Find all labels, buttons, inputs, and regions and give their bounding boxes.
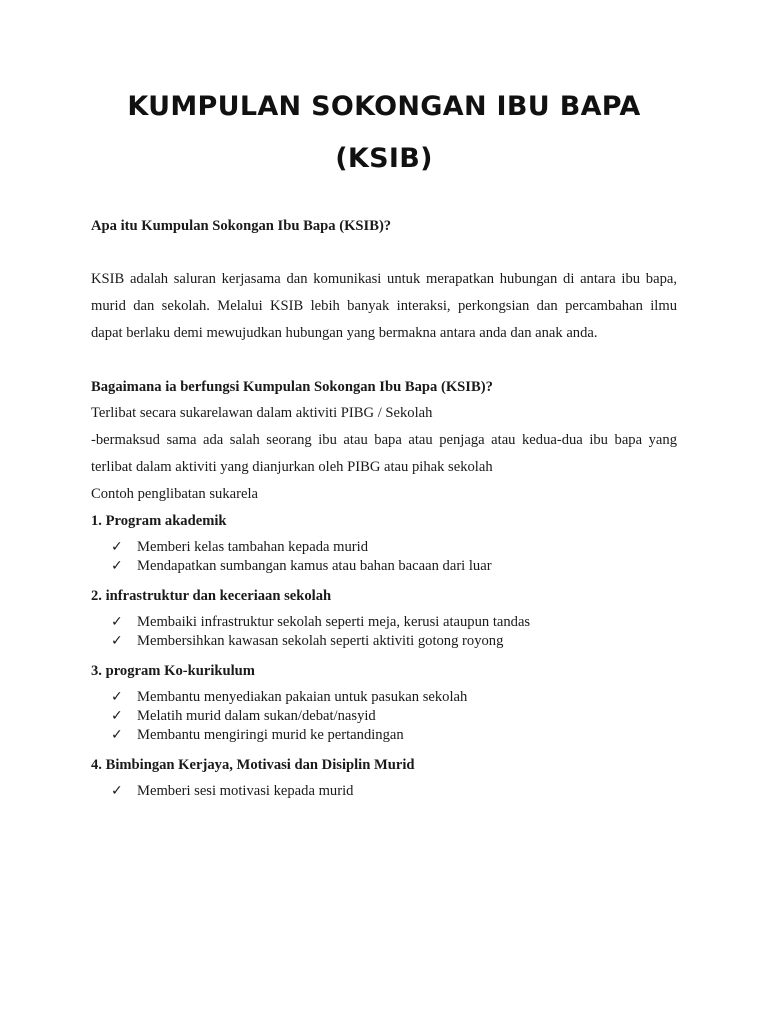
check-mark-icon: ✓ (111, 783, 123, 799)
function-line-2a: -bermaksud sama ada salah seorang ibu atau bapa atau penjaga atau kedua-dua ibu bapa yang (91, 432, 677, 448)
section-3-list (111, 689, 467, 746)
section-2-list (111, 614, 530, 652)
function-line-1: Terlibat secara sukarelawan dalam aktiviti PIBG / Sekolah (91, 405, 433, 421)
section-4-list (111, 783, 353, 802)
list-item-text: Membersihkan kawasan sekolah seperti aktiviti gotong royong (137, 633, 504, 649)
intro-question: Apa itu Kumpulan Sokongan Ibu Bapa (KSIB)? (91, 218, 392, 234)
list-item (111, 614, 530, 633)
intro-paragraph-line-2: murid dan sekolah. Melalui KSIB lebih banyak interaksi, perkongsian dan percambahan ilmu (91, 298, 677, 314)
list-item (111, 783, 353, 802)
check-mark-icon: ✓ (111, 614, 123, 630)
function-question: Bagaimana ia berfungsi Kumpulan Sokongan Ibu Bapa (KSIB)? (91, 379, 493, 395)
list-item (111, 689, 467, 708)
list-item-text: Membaiki infrastruktur sekolah seperti meja, kerusi ataupun tandas (137, 614, 531, 630)
intro-paragraph-line-3: dapat berlaku demi mewujudkan hubungan yang bermakna antara anda dan anak anda. (91, 325, 598, 341)
list-item (111, 539, 492, 558)
check-mark-icon: ✓ (111, 708, 123, 724)
list-item-text: Melatih murid dalam sukan/debat/nasyid (137, 708, 376, 724)
check-mark-icon: ✓ (111, 727, 123, 743)
list-item-text: Membantu mengiringi murid ke pertandingan (137, 727, 404, 743)
list-item (111, 708, 467, 727)
section-1-list (111, 539, 492, 577)
section-heading-1: 1. Program akademik (91, 513, 227, 529)
list-item-text: Membantu menyediakan pakaian untuk pasukan sekolah (137, 689, 468, 705)
check-mark-icon: ✓ (111, 689, 123, 705)
check-mark-icon: ✓ (111, 539, 123, 555)
list-item-text: Mendapatkan sumbangan kamus atau bahan bacaan dari luar (137, 558, 492, 574)
section-heading-4: 4. Bimbingan Kerjaya, Motivasi dan Disiplin Murid (91, 757, 415, 773)
section-heading-2: 2. infrastruktur dan keceriaan sekolah (91, 588, 332, 604)
list-item-text: Memberi kelas tambahan kepada murid (137, 539, 368, 555)
page-title-line-2: (KSIB) (335, 143, 433, 174)
list-item (111, 727, 467, 746)
list-item-text: Memberi sesi motivasi kepada murid (137, 783, 354, 799)
page-title-line-1: KUMPULAN SOKONGAN IBU BAPA (127, 91, 641, 122)
section-heading-3: 3. program Ko-kurikulum (91, 663, 255, 679)
list-item (111, 558, 492, 577)
function-line-2b: terlibat dalam aktiviti yang dianjurkan oleh PIBG atau pihak sekolah (91, 459, 493, 475)
examples-label: Contoh penglibatan sukarela (91, 486, 258, 502)
list-item (111, 633, 530, 652)
check-mark-icon: ✓ (111, 558, 123, 574)
check-mark-icon: ✓ (111, 633, 123, 649)
intro-paragraph-line-1: KSIB adalah saluran kerjasama dan komunikasi untuk merapatkan hubungan di antara ibu bapa, (91, 271, 677, 287)
